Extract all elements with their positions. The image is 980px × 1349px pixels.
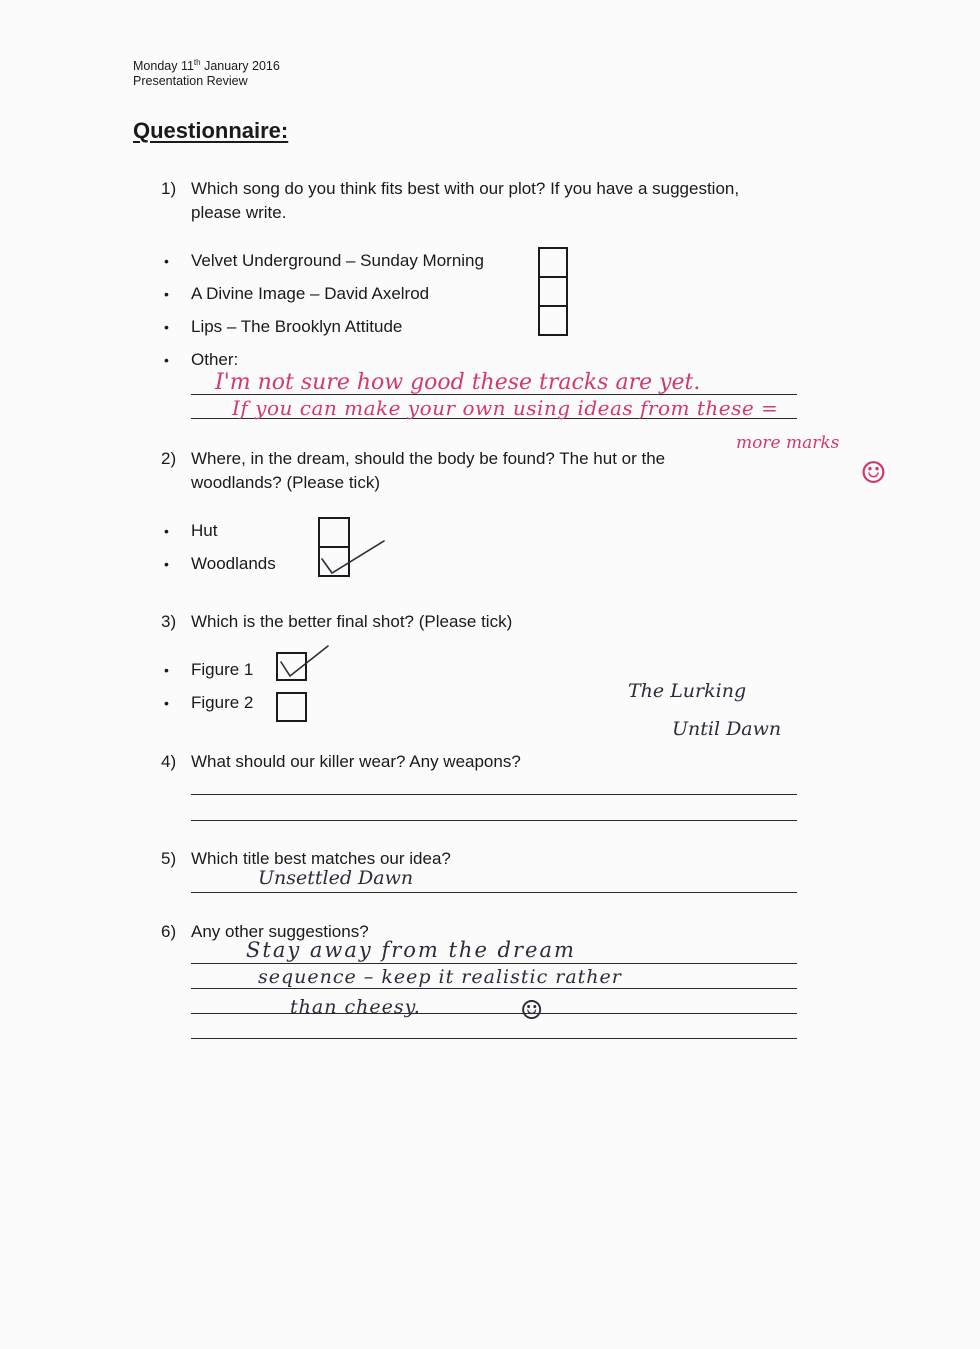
document-subtitle: Presentation Review (133, 74, 248, 88)
handwritten-answer: than cheesy. (290, 996, 421, 1018)
option-label: Hut (191, 521, 218, 540)
option-figure-1 (164, 659, 254, 681)
handwritten-answer: sequence – keep it realistic rather (258, 966, 622, 988)
date-rest: January 2016 (200, 59, 280, 73)
handwritten-note: If you can make your own using ideas from these = (232, 396, 779, 420)
date-ordinal: th (193, 57, 201, 67)
checkbox-lips[interactable] (538, 305, 568, 336)
bullet: • (164, 695, 169, 711)
option-label: Velvet Underground – Sunday Morning (191, 251, 484, 270)
checkbox-velvet-underground[interactable] (538, 247, 568, 278)
answer-line (191, 963, 797, 964)
bullet: • (164, 523, 169, 539)
answer-line (191, 892, 797, 893)
question-text: Which song do you think fits best with our plot? If you have a suggestion, (191, 179, 740, 198)
handwritten-answer: Stay away from the dream (246, 938, 576, 962)
bullet: • (164, 556, 169, 572)
question-text: Which is the better final shot? (Please tick) (191, 612, 513, 631)
handwritten-answer: Unsettled Dawn (258, 867, 414, 889)
question-3 (161, 610, 661, 636)
question-2 (161, 447, 741, 497)
bullet: • (164, 352, 169, 368)
bullet: • (164, 253, 169, 269)
answer-line (191, 794, 797, 795)
margin-note: The Lurking (628, 680, 747, 702)
option-figure-2 (164, 692, 254, 714)
answer-line (191, 988, 797, 989)
answer-line (191, 820, 797, 821)
question-number: 2) (161, 449, 177, 468)
question-number: 5) (161, 849, 177, 868)
date-text: Monday 11 (133, 59, 194, 73)
question-number: 6) (161, 922, 177, 941)
page-title: Questionnaire: (133, 118, 289, 143)
option-divine-image (164, 283, 430, 305)
bullet: • (164, 286, 169, 302)
bullet: • (164, 319, 169, 335)
tick-mark-icon (318, 535, 388, 580)
question-text: please write. (191, 203, 287, 222)
option-woodlands (164, 553, 276, 575)
question-text: woodlands? (Please tick) (191, 473, 380, 492)
option-label: Figure 1 (191, 660, 254, 679)
question-text: What should our killer wear? Any weapons? (191, 752, 521, 771)
option-velvet-underground (164, 250, 484, 272)
handwritten-note: I'm not sure how good these tracks are yet. (215, 370, 701, 395)
option-label: Figure 2 (191, 693, 254, 712)
smiley-doodle: ☺ (860, 456, 887, 491)
option-lips (164, 316, 403, 338)
checkbox-divine-image[interactable] (538, 276, 568, 307)
question-1 (161, 177, 841, 227)
tick-mark-icon (278, 644, 333, 684)
option-label: Lips – The Brooklyn Attitude (191, 317, 403, 336)
question-text: Which title best matches our idea? (191, 849, 451, 868)
question-text: Any other suggestions? (191, 922, 369, 941)
question-number: 4) (161, 752, 177, 771)
option-other (164, 349, 239, 371)
question-number: 1) (161, 179, 177, 198)
document-date (133, 59, 280, 74)
handwritten-note: more marks (736, 433, 840, 453)
option-label: Other: (191, 350, 239, 369)
option-hut (164, 520, 218, 542)
checkbox-figure-2[interactable] (276, 692, 307, 722)
option-label: Woodlands (191, 554, 276, 573)
question-4 (161, 750, 661, 776)
answer-line (191, 1038, 797, 1039)
answer-line (191, 1013, 797, 1014)
option-label: A Divine Image – David Axelrod (191, 284, 430, 303)
smiley-doodle: ☺ (520, 996, 544, 1026)
bullet: • (164, 662, 169, 678)
question-text: Where, in the dream, should the body be found? The hut or the (191, 449, 666, 468)
margin-note: Until Dawn (672, 718, 782, 740)
question-number: 3) (161, 612, 177, 631)
